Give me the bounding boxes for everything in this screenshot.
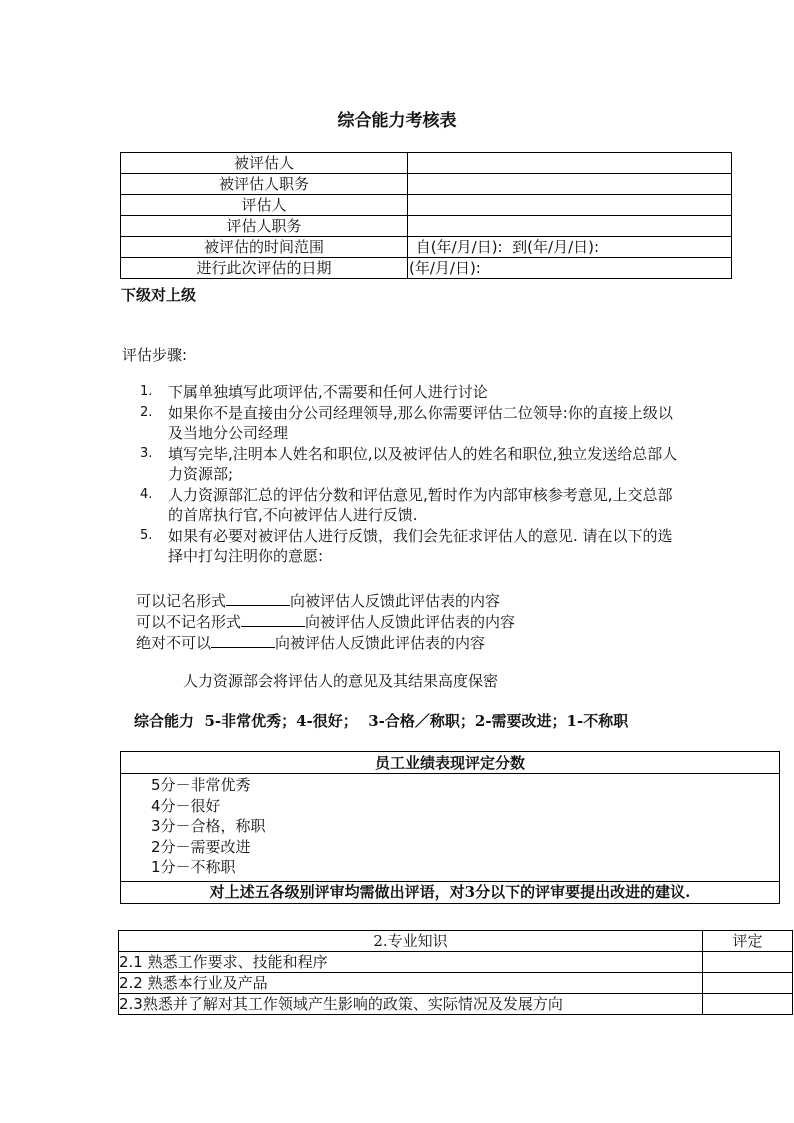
info-value-field[interactable] [408,153,732,174]
list-item [140,403,685,444]
table-row [121,774,780,882]
table-row [119,952,793,973]
rating-field[interactable] [703,994,793,1015]
rating-field[interactable] [703,952,793,973]
knowledge-item: 2.2 熟悉本行业及产品 [119,973,703,994]
score-item: 4分－很好 [151,796,221,815]
step-text: 下属单独填写此项评估,不需要和任何人进行讨论 [168,383,488,401]
feedback-blank-field[interactable] [241,612,305,627]
list-item [140,382,685,403]
performance-table [120,751,780,904]
info-label: 被评估人职务 [121,174,408,195]
list-item [140,485,685,526]
step-text: 如果你不是直接由分公司经理领导,那么你需要评估二位领导:你的直接上级以及当地分公司经理 [168,403,673,442]
step-text: 人力资源部汇总的评估分数和评估意见,暂时作为内部审核参考意见,上交总部的首席执行官,不向被评估人进行反馈. [168,485,673,524]
knowledge-table-header: 2.专业知识 [119,931,703,952]
feedback-option [136,611,515,632]
page-title: 综合能力考核表 [337,111,457,131]
info-table [120,152,732,279]
table-row [119,994,793,1015]
table-row [119,931,793,952]
list-item [140,444,685,485]
steps-title: 评估步骤: [122,346,188,364]
info-label: 被评估的时间范围 [121,237,408,258]
score-item: 5分－非常优秀 [151,776,251,794]
rating-scale-line: 综合能力 5-非常优秀；4-很好； 3-合格／称职；2-需要改进；1-不称职 [134,712,629,730]
score-item: 3分－合格，称职 [151,817,266,836]
rating-column-header: 评定 [703,931,793,952]
feedback-option [136,632,485,653]
info-value-field[interactable]: 自(年/月/日): 到(年/月/日): [408,237,732,258]
table-row [119,973,793,994]
step-number: 5. [140,527,153,543]
feedback-suffix: 向被评估人反馈此评估表的内容 [275,634,486,652]
feedback-blank-field[interactable] [211,633,275,648]
info-value-field[interactable] [408,174,732,195]
step-text: 如果有必要对被评估人进行反馈，我们会先征求评估人的意见. 请在以下的选择中打勾注明你的意愿: [168,526,673,565]
table-row [121,881,780,903]
score-item: 2分－需要改进 [151,837,251,856]
knowledge-item: 2.1 熟悉工作要求、技能和程序 [119,952,703,973]
knowledge-item: 2.3熟悉并了解对其工作领域产生影响的政策、实际情况及发展方向 [119,994,703,1015]
info-label: 评估人职务 [121,216,408,237]
table-row [121,237,732,258]
step-text: 填写完毕,注明本人姓名和职位,以及被评估人的姓名和职位,独立发送给总部人力资源部; [168,444,678,483]
info-label: 被评估人 [121,153,408,174]
knowledge-table [118,930,793,1015]
table-row [121,195,732,216]
table-row [121,174,732,195]
feedback-prefix: 可以不记名形式 [136,613,242,631]
performance-table-footer: 对上述五各级别评审均需做出评语，对3分以下的评审要提出改进的建议. [121,881,780,903]
score-list [121,774,780,882]
step-number: 1. [140,384,153,399]
score-item: 1分－不称职 [151,858,236,877]
step-number: 3. [140,445,153,461]
feedback-prefix: 绝对不可以 [136,634,212,652]
feedback-prefix: 可以记名形式 [136,592,227,610]
feedback-suffix: 向被评估人反馈此评估表的内容 [290,592,501,610]
steps-list [140,382,685,567]
rating-field[interactable] [703,973,793,994]
performance-table-header: 员工业绩表现评定分数 [121,752,780,774]
list-item [140,526,685,567]
info-label: 评估人 [121,195,408,216]
info-value-field[interactable] [408,216,732,237]
feedback-suffix: 向被评估人反馈此评估表的内容 [305,613,516,631]
feedback-option [136,590,500,611]
step-number: 2. [140,404,153,420]
table-row [121,216,732,237]
table-row [121,752,780,774]
table-row [121,153,732,174]
feedback-blank-field[interactable] [226,591,290,606]
info-value-field[interactable] [408,195,732,216]
info-value-field[interactable]: (年/月/日): [408,258,732,279]
table-row [121,258,732,279]
confidential-note: 人力资源部会将评估人的意见及其结果高度保密 [183,672,499,690]
section-heading: 下级对上级 [121,286,197,304]
info-label: 进行此次评估的日期 [121,258,408,279]
step-number: 4. [140,486,153,502]
